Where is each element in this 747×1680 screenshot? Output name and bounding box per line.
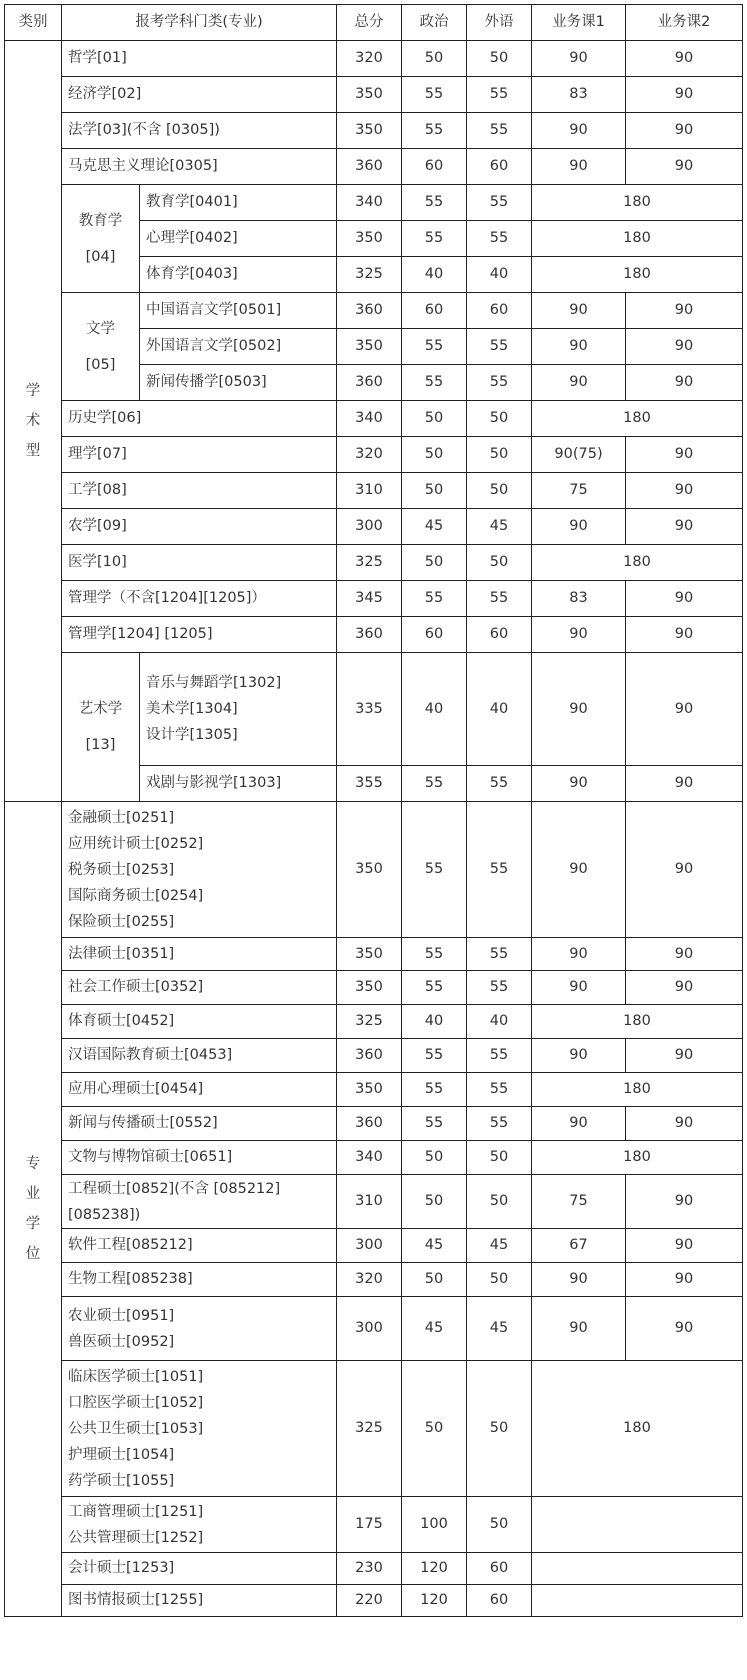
subject-name-list: 临床医学硕士[1051] 口腔医学硕士[1052] 公共卫生硕士[1053] 护理硕士[1054] 药学硕士[1055] — [62, 1361, 337, 1497]
language-score: 50 — [467, 473, 532, 509]
language-score: 55 — [467, 221, 532, 257]
course2-score: 90 — [626, 802, 743, 938]
course2-score: 90 — [626, 617, 743, 653]
total-score: 325 — [337, 257, 402, 293]
language-score: 50 — [467, 437, 532, 473]
subject-name: 法律硕士[0351] — [62, 938, 337, 971]
subject-name: 法学[03](不含 [0305]) — [62, 113, 337, 149]
subject-name: 新闻与传播硕士[0552] — [62, 1107, 337, 1141]
subject-name: 应用心理硕士[0454] — [62, 1073, 337, 1107]
total-score: 350 — [337, 971, 402, 1005]
language-score: 50 — [467, 1263, 532, 1297]
language-score: 50 — [467, 1141, 532, 1175]
subject-name: 管理学（不含[1204][1205]） — [62, 581, 337, 617]
subject-name-list: 工程硕士[0852](不含 [085212] [085238]) — [62, 1175, 337, 1229]
politics-score: 60 — [402, 617, 467, 653]
header-row — [5, 5, 743, 41]
total-score: 310 — [337, 473, 402, 509]
course2-score: 90 — [626, 1039, 743, 1073]
language-score: 55 — [467, 1073, 532, 1107]
table-row — [5, 1263, 743, 1297]
course1-score: 90 — [532, 1107, 626, 1141]
politics-score: 55 — [402, 77, 467, 113]
total-score: 350 — [337, 113, 402, 149]
course1-score: 90 — [532, 365, 626, 401]
total-score: 340 — [337, 185, 402, 221]
header-course1: 业务课1 — [532, 5, 626, 41]
language-score: 55 — [467, 329, 532, 365]
politics-score: 50 — [402, 41, 467, 77]
course2-score: 90 — [626, 473, 743, 509]
language-score: 55 — [467, 1107, 532, 1141]
table-row — [5, 401, 743, 437]
course1-score: 90 — [532, 802, 626, 938]
course-combined-score: 180 — [532, 185, 743, 221]
politics-score: 100 — [402, 1497, 467, 1553]
course-combined-score: 180 — [532, 1141, 743, 1175]
header-subject: 报考学科门类(专业) — [62, 5, 337, 41]
politics-score: 55 — [402, 221, 467, 257]
course1-score: 90 — [532, 509, 626, 545]
course2-score: 90 — [626, 365, 743, 401]
subject-name: 经济学[02] — [62, 77, 337, 113]
course1-score: 90 — [532, 293, 626, 329]
header-course2: 业务课2 — [626, 5, 743, 41]
table-row — [5, 437, 743, 473]
total-score: 300 — [337, 509, 402, 545]
subject-name: 体育硕士[0452] — [62, 1005, 337, 1039]
subject-name: 马克思主义理论[0305] — [62, 149, 337, 185]
course1-score: 90(75) — [532, 437, 626, 473]
subject-name: 教育学[0401] — [140, 185, 337, 221]
subject-name: 软件工程[085212] — [62, 1229, 337, 1263]
category-academic: 学 术 型 — [5, 41, 62, 802]
header-language: 外语 — [467, 5, 532, 41]
table-row — [5, 185, 743, 221]
politics-score: 55 — [402, 329, 467, 365]
total-score: 350 — [337, 77, 402, 113]
subject-name: 外国语言文学[0502] — [140, 329, 337, 365]
course2-score: 90 — [626, 77, 743, 113]
course2-score: 90 — [626, 437, 743, 473]
table-row — [5, 1175, 743, 1229]
language-score: 50 — [467, 1175, 532, 1229]
politics-score: 55 — [402, 971, 467, 1005]
subject-name-list: 音乐与舞蹈学[1302] 美术学[1304] 设计学[1305] — [140, 653, 337, 766]
language-score: 55 — [467, 185, 532, 221]
subject-name-list: 工商管理硕士[1251] 公共管理硕士[1252] — [62, 1497, 337, 1553]
table-row — [5, 509, 743, 545]
table-row — [5, 473, 743, 509]
course2-score: 90 — [626, 509, 743, 545]
course1-score: 90 — [532, 653, 626, 766]
subject-name: 图书情报硕士[1255] — [62, 1585, 337, 1617]
table-row — [5, 1497, 743, 1553]
total-score: 360 — [337, 365, 402, 401]
header-category: 类别 — [5, 5, 62, 41]
total-score: 350 — [337, 221, 402, 257]
politics-score: 50 — [402, 1361, 467, 1497]
total-score: 350 — [337, 329, 402, 365]
language-score: 40 — [467, 257, 532, 293]
course1-score: 90 — [532, 149, 626, 185]
course2-score: 90 — [626, 293, 743, 329]
course2-score: 90 — [626, 971, 743, 1005]
subject-name: 理学[07] — [62, 437, 337, 473]
course2-score: 90 — [626, 1229, 743, 1263]
politics-score: 40 — [402, 1005, 467, 1039]
course1-score: 75 — [532, 473, 626, 509]
table-row — [5, 581, 743, 617]
table-row — [5, 1553, 743, 1585]
table-row — [5, 545, 743, 581]
subject-name: 心理学[0402] — [140, 221, 337, 257]
total-score: 340 — [337, 1141, 402, 1175]
table-row — [5, 1585, 743, 1617]
course1-score: 90 — [532, 1039, 626, 1073]
subject-name: 社会工作硕士[0352] — [62, 971, 337, 1005]
subject-name: 会计硕士[1253] — [62, 1553, 337, 1585]
table-row — [5, 971, 743, 1005]
politics-score: 45 — [402, 1297, 467, 1361]
course1-score: 90 — [532, 113, 626, 149]
course-combined-score — [532, 1497, 743, 1553]
course2-score: 90 — [626, 581, 743, 617]
language-score: 60 — [467, 149, 532, 185]
course1-score: 75 — [532, 1175, 626, 1229]
language-score: 55 — [467, 971, 532, 1005]
total-score: 350 — [337, 938, 402, 971]
course1-score: 90 — [532, 329, 626, 365]
politics-score: 45 — [402, 1229, 467, 1263]
language-score: 55 — [467, 938, 532, 971]
language-score: 60 — [467, 617, 532, 653]
total-score: 325 — [337, 545, 402, 581]
table-row — [5, 1361, 743, 1497]
table-row — [5, 149, 743, 185]
course-combined-score: 180 — [532, 1361, 743, 1497]
language-score: 60 — [467, 293, 532, 329]
table-row — [5, 1039, 743, 1073]
group-arts: 艺术学 [13] — [62, 653, 140, 802]
course1-score: 90 — [532, 766, 626, 802]
total-score: 350 — [337, 802, 402, 938]
subject-name: 生物工程[085238] — [62, 1263, 337, 1297]
language-score: 55 — [467, 113, 532, 149]
course1-score: 67 — [532, 1229, 626, 1263]
subject-name: 工学[08] — [62, 473, 337, 509]
language-score: 45 — [467, 1297, 532, 1361]
subject-name: 中国语言文学[0501] — [140, 293, 337, 329]
politics-score: 45 — [402, 509, 467, 545]
politics-score: 120 — [402, 1585, 467, 1617]
total-score: 320 — [337, 41, 402, 77]
language-score: 60 — [467, 1553, 532, 1585]
course2-score: 90 — [626, 1107, 743, 1141]
table-row — [5, 1005, 743, 1039]
politics-score: 50 — [402, 1141, 467, 1175]
course-combined-score: 180 — [532, 545, 743, 581]
header-politics: 政治 — [402, 5, 467, 41]
politics-score: 60 — [402, 149, 467, 185]
course2-score: 90 — [626, 329, 743, 365]
total-score: 320 — [337, 1263, 402, 1297]
course1-score: 90 — [532, 617, 626, 653]
total-score: 310 — [337, 1175, 402, 1229]
course2-score: 90 — [626, 653, 743, 766]
total-score: 300 — [337, 1229, 402, 1263]
category-professional: 专 业 学 位 — [5, 802, 62, 1617]
course1-score: 90 — [532, 1297, 626, 1361]
language-score: 55 — [467, 77, 532, 113]
course2-score: 90 — [626, 149, 743, 185]
table-row — [5, 1141, 743, 1175]
language-score: 55 — [467, 581, 532, 617]
table-row — [5, 1297, 743, 1361]
politics-score: 50 — [402, 473, 467, 509]
course1-score: 90 — [532, 971, 626, 1005]
subject-name: 文物与博物馆硕士[0651] — [62, 1141, 337, 1175]
total-score: 175 — [337, 1497, 402, 1553]
course2-score: 90 — [626, 938, 743, 971]
language-score: 50 — [467, 41, 532, 77]
language-score: 60 — [467, 1585, 532, 1617]
course-combined-score: 180 — [532, 1005, 743, 1039]
subject-name: 历史学[06] — [62, 401, 337, 437]
language-score: 55 — [467, 1039, 532, 1073]
politics-score: 40 — [402, 257, 467, 293]
language-score: 45 — [467, 509, 532, 545]
table-row — [5, 1229, 743, 1263]
course-combined-score: 180 — [532, 257, 743, 293]
politics-score: 55 — [402, 1073, 467, 1107]
politics-score: 50 — [402, 401, 467, 437]
course1-score: 90 — [532, 1263, 626, 1297]
total-score: 220 — [337, 1585, 402, 1617]
total-score: 360 — [337, 1107, 402, 1141]
language-score: 50 — [467, 545, 532, 581]
politics-score: 55 — [402, 766, 467, 802]
subject-name: 哲学[01] — [62, 41, 337, 77]
politics-score: 50 — [402, 1175, 467, 1229]
language-score: 50 — [467, 401, 532, 437]
language-score: 50 — [467, 1361, 532, 1497]
total-score: 360 — [337, 149, 402, 185]
course1-score: 83 — [532, 581, 626, 617]
total-score: 335 — [337, 653, 402, 766]
table-row — [5, 113, 743, 149]
subject-name: 戏剧与影视学[1303] — [140, 766, 337, 802]
politics-score: 55 — [402, 1107, 467, 1141]
table-row — [5, 653, 743, 766]
subject-name: 体育学[0403] — [140, 257, 337, 293]
score-table — [4, 4, 743, 1617]
table-row — [5, 802, 743, 938]
total-score: 230 — [337, 1553, 402, 1585]
total-score: 320 — [337, 437, 402, 473]
language-score: 45 — [467, 1229, 532, 1263]
course-combined-score: 180 — [532, 401, 743, 437]
total-score: 325 — [337, 1361, 402, 1497]
table-row — [5, 617, 743, 653]
course-combined-score — [532, 1585, 743, 1617]
politics-score: 55 — [402, 581, 467, 617]
total-score: 325 — [337, 1005, 402, 1039]
total-score: 340 — [337, 401, 402, 437]
table-row — [5, 1073, 743, 1107]
table-row — [5, 77, 743, 113]
politics-score: 60 — [402, 293, 467, 329]
course1-score: 90 — [532, 41, 626, 77]
subject-name: 新闻传播学[0503] — [140, 365, 337, 401]
politics-score: 55 — [402, 1039, 467, 1073]
subject-name: 农学[09] — [62, 509, 337, 545]
course2-score: 90 — [626, 41, 743, 77]
total-score: 360 — [337, 293, 402, 329]
language-score: 40 — [467, 653, 532, 766]
course2-score: 90 — [626, 766, 743, 802]
course2-score: 90 — [626, 1297, 743, 1361]
language-score: 55 — [467, 766, 532, 802]
course-combined-score — [532, 1553, 743, 1585]
politics-score: 50 — [402, 437, 467, 473]
course2-score: 90 — [626, 113, 743, 149]
course2-score: 90 — [626, 1175, 743, 1229]
subject-name-list: 金融硕士[0251] 应用统计硕士[0252] 税务硕士[0253] 国际商务硕士[0254] 保险硕士[0255] — [62, 802, 337, 938]
subject-name-list: 农业硕士[0951] 兽医硕士[0952] — [62, 1297, 337, 1361]
politics-score: 55 — [402, 802, 467, 938]
politics-score: 55 — [402, 185, 467, 221]
table-row — [5, 938, 743, 971]
course-combined-score: 180 — [532, 221, 743, 257]
subject-name: 医学[10] — [62, 545, 337, 581]
table-row — [5, 41, 743, 77]
politics-score: 120 — [402, 1553, 467, 1585]
subject-name: 管理学[1204] [1205] — [62, 617, 337, 653]
subject-name: 汉语国际教育硕士[0453] — [62, 1039, 337, 1073]
total-score: 360 — [337, 617, 402, 653]
table-row — [5, 1107, 743, 1141]
politics-score: 50 — [402, 545, 467, 581]
course-combined-score: 180 — [532, 1073, 743, 1107]
total-score: 300 — [337, 1297, 402, 1361]
total-score: 355 — [337, 766, 402, 802]
language-score: 50 — [467, 1497, 532, 1553]
politics-score: 55 — [402, 113, 467, 149]
table-row — [5, 293, 743, 329]
course1-score: 90 — [532, 938, 626, 971]
course2-score: 90 — [626, 1263, 743, 1297]
language-score: 55 — [467, 802, 532, 938]
total-score: 350 — [337, 1073, 402, 1107]
course1-score: 83 — [532, 77, 626, 113]
language-score: 40 — [467, 1005, 532, 1039]
total-score: 345 — [337, 581, 402, 617]
politics-score: 55 — [402, 365, 467, 401]
politics-score: 55 — [402, 938, 467, 971]
politics-score: 50 — [402, 1263, 467, 1297]
group-literature: 文学 [05] — [62, 293, 140, 401]
header-total: 总分 — [337, 5, 402, 41]
group-education: 教育学 [04] — [62, 185, 140, 293]
language-score: 55 — [467, 365, 532, 401]
politics-score: 40 — [402, 653, 467, 766]
total-score: 360 — [337, 1039, 402, 1073]
